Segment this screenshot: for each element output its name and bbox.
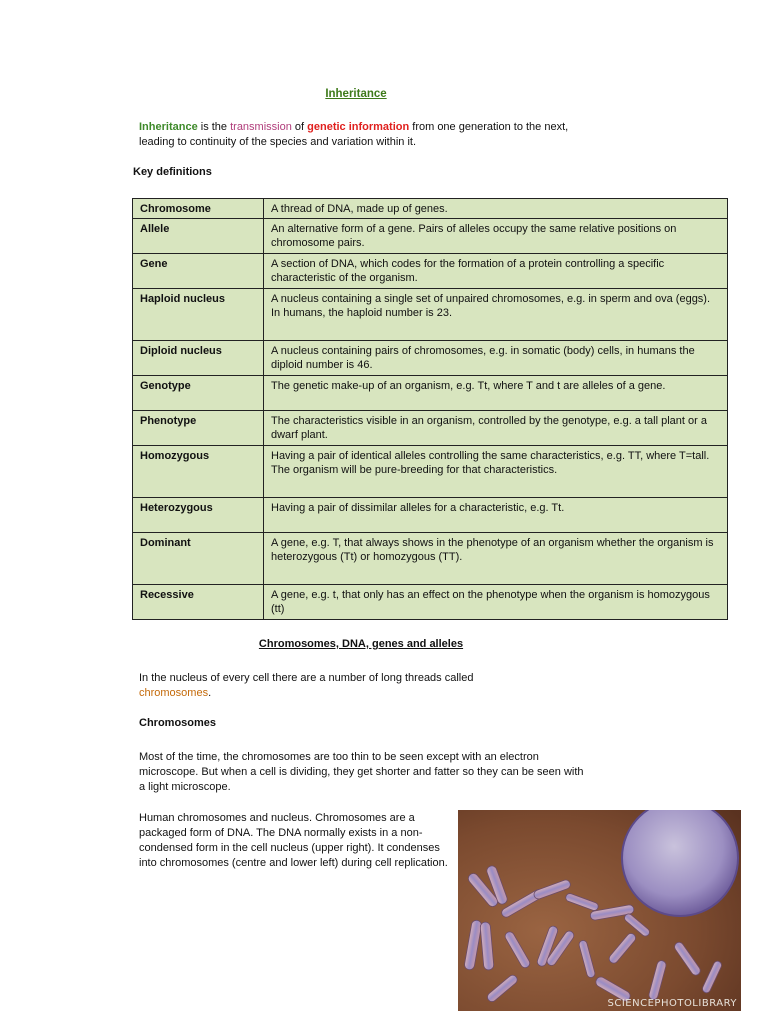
definition-row — [133, 498, 728, 533]
chromosome-photo — [458, 810, 741, 1011]
photo-caption: Human chromosomes and nucleus. Chromosomes are a packaged form of DNA. The DNA normally exists in a non-condensed form in the cell nucleus (upper right). It condenses into chromosomes (centre and lower left) during cell replication. — [139, 812, 448, 869]
definition-text: A thread of DNA, made up of genes. — [264, 199, 728, 219]
definition-term: Gene — [133, 254, 264, 289]
definition-row — [133, 289, 728, 341]
intro-paragraph — [139, 120, 589, 150]
intro-genetic-information: genetic information — [307, 121, 410, 133]
definitions-table — [132, 198, 728, 620]
definition-text: The genetic make-up of an organism, e.g. Tt, where T and t are alleles of a gene. — [264, 376, 728, 411]
definition-row — [133, 376, 728, 411]
key-definitions-heading: Key definitions — [133, 166, 212, 178]
chromosomes-heading: Chromosomes — [139, 717, 217, 729]
definition-term: Recessive — [133, 585, 264, 620]
definition-text: The characteristics visible in an organism, controlled by the genotype, e.g. a tall plant or a dwarf plant. — [264, 411, 728, 446]
definition-text: Having a pair of dissimilar alleles for a characteristic, e.g. Tt. — [264, 498, 728, 533]
section-title: Chromosomes, DNA, genes and alleles — [258, 638, 464, 650]
nucleus-end: . — [208, 687, 212, 699]
definition-term: Allele — [133, 219, 264, 254]
definition-term: Diploid nucleus — [133, 341, 264, 376]
definition-row — [133, 254, 728, 289]
photo-credit: SCIENCEPHOTOLIBRARY — [607, 998, 737, 1009]
definition-row — [133, 533, 728, 585]
definition-text: An alternative form of a gene. Pairs of alleles occupy the same relative positions on chromosome pairs. — [264, 219, 728, 254]
definition-text: A nucleus containing a single set of unpaired chromosomes, e.g. in sperm and ova (eggs). In humans, the haploid number is 23. — [264, 289, 728, 341]
definition-text: A section of DNA, which codes for the formation of a protein controlling a specific characteristic of the organism. — [264, 254, 728, 289]
nucleus-paragraph — [139, 671, 539, 701]
intro-inheritance: Inheritance — [139, 121, 198, 133]
definition-row — [133, 411, 728, 446]
intro-text-1: is the — [197, 121, 231, 133]
page-title: Inheritance — [325, 88, 387, 100]
definition-term: Dominant — [133, 533, 264, 585]
definition-row — [133, 199, 728, 219]
dividing-paragraph: Most of the time, the chromosomes are too thin to be seen except with an electron microscope. But when a cell is dividing, they get shorter and fatter so they can be seen with a light microscope. — [139, 751, 584, 793]
definition-term: Phenotype — [133, 411, 264, 446]
definition-row — [133, 219, 728, 254]
definition-row — [133, 585, 728, 620]
definition-row — [133, 341, 728, 376]
definition-text: A nucleus containing pairs of chromosomes, e.g. in somatic (body) cells, in humans the diploid number is 46. — [264, 341, 728, 376]
chromosome-photo-illustration — [458, 810, 741, 1011]
nucleus-text: In the nucleus of every cell there are a number of long threads called — [139, 672, 474, 684]
definition-row — [133, 446, 728, 498]
definition-text: A gene, e.g. t, that only has an effect on the phenotype when the organism is homozygous (tt) — [264, 585, 728, 620]
definition-term: Genotype — [133, 376, 264, 411]
definition-term: Chromosome — [133, 199, 264, 219]
intro-text-3: from one generation to the next, leading to continuity of the species and variation within it. — [139, 121, 569, 148]
intro-transmission: transmission — [230, 121, 292, 133]
definition-text: Having a pair of identical alleles controlling the same characteristics, e.g. TT, where T=tall. The organism will be pure-breeding for that characteristics. — [264, 446, 728, 498]
chromosomes-highlight: chromosomes — [139, 687, 209, 699]
definition-text: A gene, e.g. T, that always shows in the phenotype of an organism whether the organism is heterozygous (Tt) or homozygous (TT). — [264, 533, 728, 585]
intro-text-2: of — [291, 121, 308, 133]
definition-term: Heterozygous — [133, 498, 264, 533]
definition-term: Haploid nucleus — [133, 289, 264, 341]
definition-term: Homozygous — [133, 446, 264, 498]
